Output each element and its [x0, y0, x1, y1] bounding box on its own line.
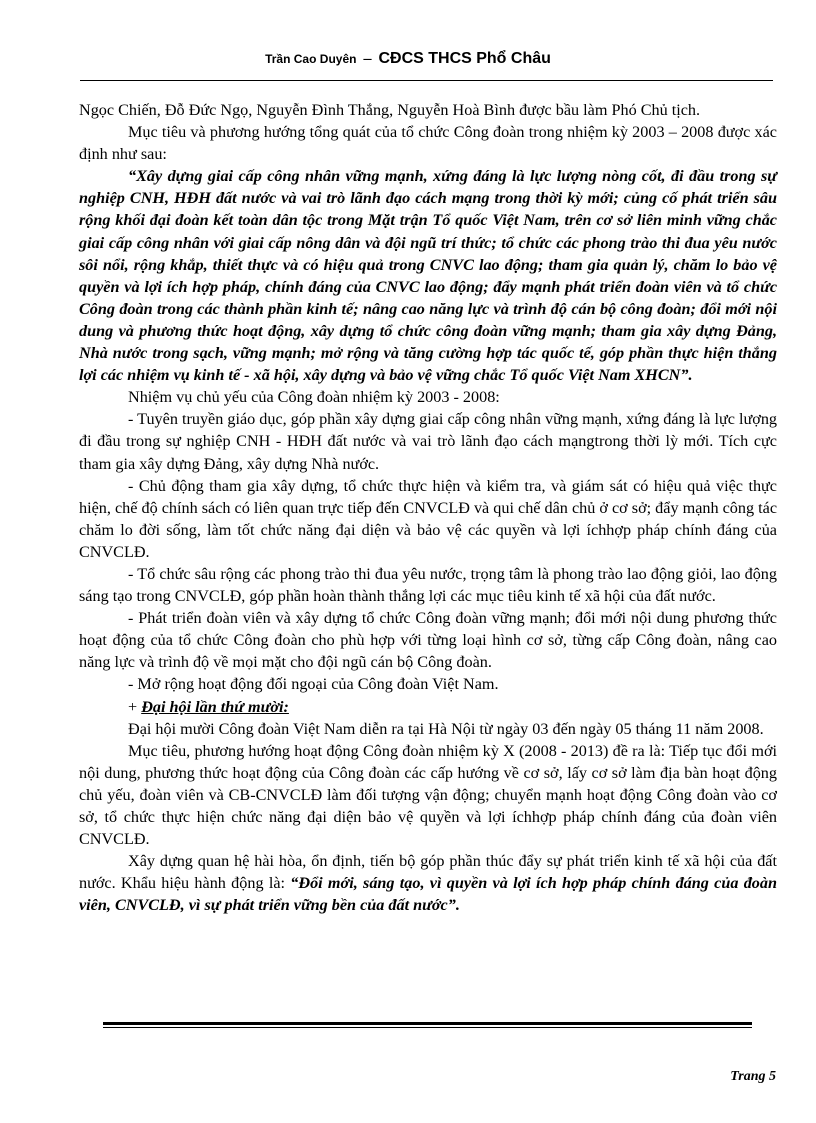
- footer-divider-thick: [103, 1022, 752, 1025]
- page-header: [0, 50, 816, 68]
- paragraph-general-goal-intro: Mục tiêu và phương hướng tổng quát của tổ chức Công đoàn trong nhiệm kỳ 2003 – 2008 được xác định như sau:: [79, 123, 777, 164]
- document-body: [79, 99, 777, 916]
- paragraph-task-propaganda: - Tuyên truyền giáo dục, góp phần xây dựng giai cấp công nhân vững mạnh, xứng đáng là lực lượng đi đầu trong sự nghiệp CNH - HĐH đất nước và vai trò lãnh đạo cách mạngtrong thời lỳ mới. Tích cực tham gia xây dựng Đảng, xây dựng Nhà nước.: [79, 410, 778, 473]
- header-school: CĐCS THCS Phổ Châu: [378, 50, 551, 67]
- header-divider: [80, 80, 773, 81]
- section-heading-prefix: +: [128, 697, 142, 716]
- section-heading-tenth-congress: [79, 696, 777, 718]
- paragraph-task-foreign-affairs: - Mở rộng hoạt động đối ngoại của Công đoàn Việt Nam.: [128, 675, 499, 694]
- slogan-text: “Đổi mới, sáng tạo, vì quyền và lợi ích hợp pháp chính đáng của đoàn viên, CNVCLĐ, vì sự phát triển vững bền của đất nước”.: [79, 874, 777, 915]
- paragraph-tenth-congress-date: Đại hội mười Công đoàn Việt Nam diễn ra tại Hà Nội từ ngày 03 đến ngày 05 tháng 11 năm 2008.: [128, 719, 764, 738]
- header-separator: –: [363, 50, 372, 67]
- paragraph-task-emulation: - Tổ chức sâu rộng các phong trào thi đua yêu nước, trọng tâm là phong trào lao động giỏi, lao động sáng tạo trong CNVCLĐ, góp phần hoàn thành thắng lợi các mục tiêu kinh tế xã hội của đất nước.: [79, 564, 777, 606]
- footer-divider: [103, 1022, 752, 1028]
- section-heading-text: Đại hội lần thứ mười:: [141, 697, 289, 716]
- header-author: Trần Cao Duyên: [265, 52, 357, 66]
- page-number: Trang 5: [730, 1069, 776, 1084]
- slogan-lead-text: Xây dựng quan hệ hài hòa, ổn định, tiến bộ góp phần thúc đẩy sự phát triển kinh tế xã hội của đất nước. Khẩu hiệu hành động là:: [79, 852, 777, 893]
- paragraph-tenth-congress-goals: Mục tiêu, phương hướng hoạt động Công đoàn nhiệm kỳ X (2008 - 2013) đề ra là: Tiếp tục đổi mới nội dung, phương thức hoạt động của Công đoàn các cấp hướng về cơ sở, lấy cơ sở làm địa bàn hoạt động chủ yếu, đoàn viên và CB-CNVCLĐ làm đối tượng vận động; chuyển mạnh hoạt động Công đoàn vào cơ sở, tổ chức thực hiện chức năng đại diện bảo vệ quyền và lợi íchhợp pháp chính đáng của đoàn viên CNVCLĐ.: [79, 741, 777, 849]
- paragraph-vice-chairs: Ngọc Chiến, Đỗ Đức Ngọ, Nguyễn Đình Thắng, Nguyễn Hoà Bình được bầu làm Phó Chủ tịch.: [79, 101, 701, 119]
- paragraph-task-participation: - Chủ động tham gia xây dựng, tổ chức thực hiện và kiểm tra, và giám sát có hiệu quả việc thực hiện, chế độ chính sách có liên quan trực tiếp đến CNVCLĐ và qui chế dân chủ ở cơ sở; đẩy mạnh công tác chăm lo đời sống, làm tốt chức năng đại diện và bảo vệ các quyền và lợi íchhợp pháp chính đáng của CNVCLĐ.: [79, 476, 777, 561]
- paragraph-general-goal-quote: “Xây dựng giai cấp công nhân vững mạnh, xứng đáng là lực lượng nòng cốt, đi đầu trong sự nghiệp CNH, HĐH đất nước và vai trò lãnh đạo cách mạng trong thời kỳ mới; củng cố phát triển sâu rộng khối đại đoàn kết toàn dân tộc trong Mặt trận Tổ quốc Việt Nam, trên cơ sở liên minh vững chắc giai cấp công nhân với giai cấp nông dân và đội ngũ trí thức; tổ chức các phong trào thi đua yêu nước sôi nổi, rộng khắp, thiết thực và có hiệu quả trong CNVC lao động; tham gia quản lý, chăm lo bảo vệ quyền và lợi ích hợp pháp, chính đáng của CNVC lao động; đẩy mạnh phát triển đoàn viên và tổ chức Công đoàn trong các thành phần kinh tế; nâng cao năng lực và trình độ cán bộ công đoàn; đổi mới nội dung và phương thức hoạt động, xây dựng tổ chức công đoàn vững mạnh; tham gia xây dựng Đảng, Nhà nước trong sạch, vững mạnh; mở rộng và tăng cường hợp tác quốc tế, góp phần thực hiện thắng lợi các nhiệm vụ kinh tế - xã hội, xây dựng và bảo vệ vững chắc Tổ quốc Việt Nam XHCN”.: [79, 167, 777, 385]
- footer-divider-thin: [103, 1027, 752, 1028]
- paragraph-task-membership: - Phát triển đoàn viên và xây dựng tổ chức Công đoàn vững mạnh; đổi mới nội dung phương thức hoạt động của tổ chức Công đoàn cho phù hợp với từng loại hình cơ sở, từng cấp Công đoàn, nâng cao năng lực và trình độ về mọi mặt cho đội ngũ cán bộ Công đoàn.: [79, 609, 777, 672]
- paragraph-action-slogan: [79, 850, 777, 916]
- paragraph-main-tasks-intro: Nhiệm vụ chủ yếu của Công đoàn nhiệm kỳ 2003 - 2008:: [128, 388, 500, 407]
